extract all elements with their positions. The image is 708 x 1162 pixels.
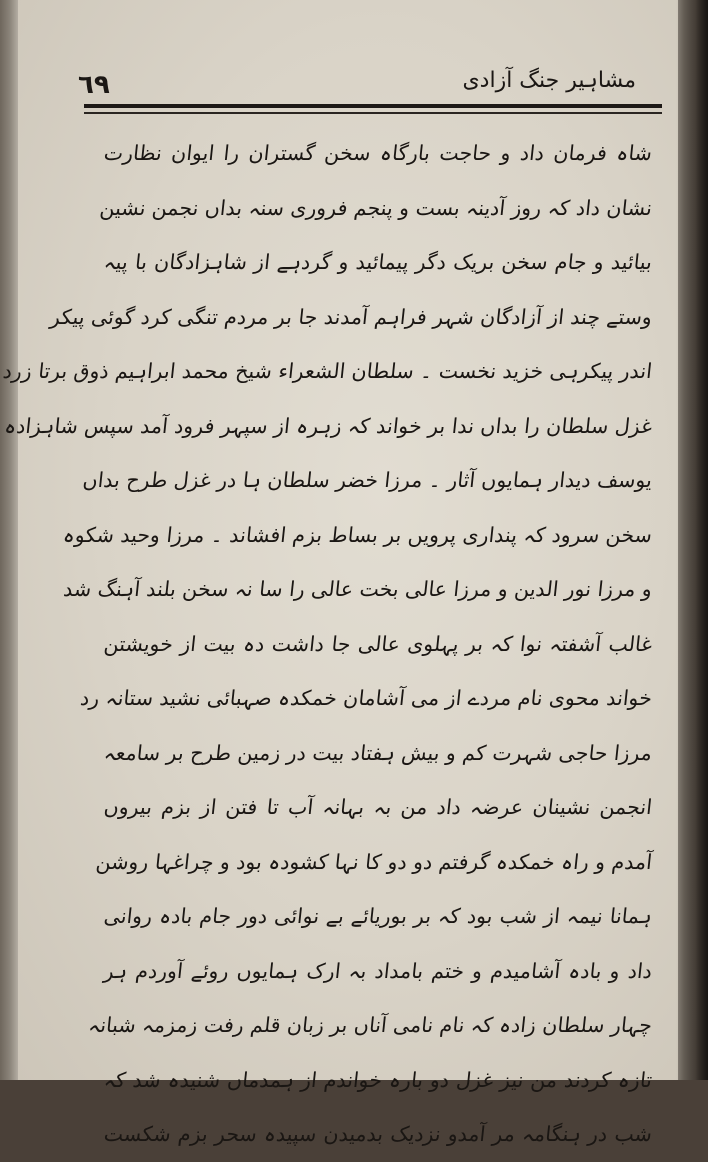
text-line: شاہ فرمان داد و حاجت بارگاہ سخن گستران را ایوان نظارت	[102, 141, 654, 165]
text-line: غزل سلطان را بداں ندا بر خواند کہ زہرہ از سپہر فرود آمد سپس شاہزادہ	[3, 413, 654, 438]
text-line: یوسف دیدار ہمایوں آثار ۔ مرزا خضر سلطان ہا در غزل طرح بداں	[81, 468, 654, 492]
text-line: و مرزا نور الدین و مرزا عالی بخت عالی را سا نہ سخن بلند آہنگ شد	[62, 577, 654, 601]
text-line: شب در ہنگامہ مر آمدو نزدیک بدمیدن سپیدہ سحر بزم شکست	[102, 1122, 654, 1146]
running-title: مشاہیر جنگ آزادی	[462, 68, 636, 93]
text-line: داد و بادہ آشامیدم و ختم بامداد بہ ارک ہمایوں روئے آوردم ہر	[102, 958, 654, 983]
text-line: بیائید و جام سخن بریک دگر پیمائید و گردہے از شاہزادگان با پیہ	[102, 250, 654, 274]
text-line: آمدم و راہ خمکدہ گرفتم دو دو کا نہا کشودہ بود و چراغہا روشن	[94, 849, 654, 874]
header-rule-thin	[84, 112, 662, 114]
text-line: وستے چند از آزادگان شہر فراہم آمدند جا بر مردم تنگی کرد گوئی پیکر	[48, 304, 654, 329]
body-text	[1, 126, 654, 1162]
page-number: ٦٩	[78, 70, 110, 100]
text-line: سخن سرود کہ پنداری پرویں بر بساط بزم افشاند ۔ مرزا وحید شکوہ	[61, 522, 654, 547]
page-header	[68, 66, 640, 106]
text-line: خواند محوی نام مردے از می آشامان خمکدہ صہبائی نشید ستانہ رد	[79, 686, 654, 710]
text-line: چہار سلطان زادہ کہ نام نامی آناں بر زبان قلم رفت زمزمہ شبانہ	[87, 1013, 654, 1037]
text-line: نشان داد کہ روز آدینہ بست و پنجم فروری سنہ بداں نجمن نشین	[98, 195, 654, 220]
text-line: مرزا حاجی شہرت کم و بیش ہفتاد بیت در زمین طرح بر سامعہ	[102, 740, 654, 765]
text-line: ہمانا نیمہ از شب بود کہ بر بوریائے بے نوائی دور جام بادہ روانی	[102, 904, 654, 928]
text-line: اندر پیکرہی خزید نخست ۔ سلطان الشعراء شیخ محمد ابراہیم ذوق برتا زرد	[1, 359, 654, 383]
text-line: غالب آشفتہ نوا کہ بر پہلوی عالی جا داشت دہ بیت از خویشتن	[102, 631, 654, 656]
text-line: انجمن نشینان عرضہ داد من بہ بہانہ آب تا فتن از بزم بیروں	[102, 795, 654, 819]
header-rule-thick	[84, 104, 662, 108]
text-line: تازہ کردند من نیز غزل دو بارہ خواندم از ہمدماں شنیدہ شد کہ	[102, 1067, 654, 1092]
page-edge-shadow	[676, 0, 708, 1080]
